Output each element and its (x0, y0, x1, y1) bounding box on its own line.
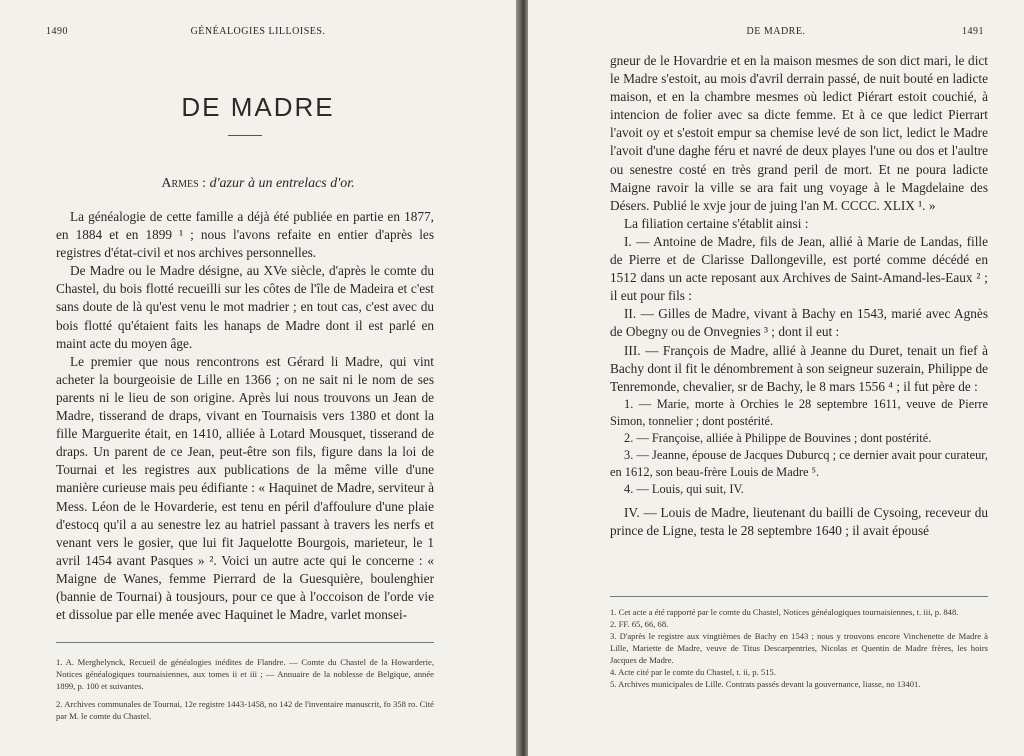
child-3: 3. — Jeanne, épouse de Jacques Duburcq ; ce dernier avait pour curateur, en 1612, son beau-frère Louis de Madre ⁵. (610, 447, 988, 479)
child-2: 2. — Françoise, alliée à Philippe de Bouvines ; dont postérité. (624, 430, 932, 445)
page-title: DE MADRE (181, 92, 335, 122)
left-footnote-rule (56, 642, 434, 643)
generation-2: II. — Gilles de Madre, vivant à Bachy en 1543, marié avec Agnès de Obegny ou de Onvegnies ³ ; dont il eut : (610, 306, 988, 340)
right-footnote-2: 2. FF. 65, 66, 68. (610, 619, 669, 629)
generation-4: IV. — Louis de Madre, lieutenant du bailli de Cysoing, receveur du prince de Ligne, testa le 28 septembre 1640 ; il avait épousé (610, 504, 988, 538)
armes-text: d'azur à un entrelacs d'or. (209, 176, 355, 191)
left-page-number: 1490 (46, 26, 68, 37)
generation-3: III. — François de Madre, allié à Jeanne du Duret, tenait un fief à Bachy dont il fit le dénombrement à son seigneur suzerain, Philippe de Tenremonde, chevalier, sr de Bachy, le 8 mars 1556 ⁴ ; il fut père de : (610, 342, 988, 394)
paragraph-3: Le premier que nous rencontrons est Gérard li Madre, qui vint acheter la bourgeoisie de Lille en 1366 ; on ne sait ni le nom de ses parents ni le lieu de son origine. Après lui nous trouvons un Jean de Madre, tisserand de draps, vivant en Tournaisis vers 1380 et dont la fille Marguerite était, en 1410, alliée à Lotard Mousquet, tisserand de draps. Un parent de ce Jean, peut-être son fils, figure dans la loi de Tournai et les registres aux publications de la même ville d'une manière curieuse mais peu édifiante : « Haquinet de Madre, serviteur à Mess. Léon de le Hovarderie, est tenu en péril d'affoulure d'une plaie d'estocq qu'il a au senestre lez au hatriel passant à travers les nerfs et venant vers le gosier, que lui fit Jaquelotte Bourgois, marieteur, le 1 avril 1454 avant Pasques » ². Voici un autre acte qui le concerne : « Maigne de Wanes, femme Pierrard de la Guesquière, boulenghier (bannie de Tournai) à tousjours, pour ce que à l'occoison de l'orde vie et dissolue par elle menée avec Haquinet le Madre, varlet monsei- (56, 353, 434, 623)
right-footnote-1: 1. Cet acte a été rapporté par le comte du Chastel, Notices généalogiques tournaisiennes, t. iii, p. 848. (610, 607, 959, 617)
armes-line (0, 176, 516, 192)
paragraph-continuation: gneur de le Hovardrie et en la maison mesmes de son dict mari, le dict le Madre s'estoit, au mois d'avril derrain passé, de nuit bouté en ladicte maison, et en la chambre mesmes où ledict Piérart estoit couchié, à intencion de folier avec sa dicte femme. Et à ce que ledict Pierrart l'avoit oy et s'estoit empur sa chemise levé de son lict, ledict le Madre l'avoit d'une daghe féru et navré de deux playes l'une ou dos et l'aultre ou senestre costé en très grand peril de mort. Et ne poura ladicte Maigne ravoir la ville se ara fait ung voyage à le Magdelaine des Désers. Publié le xvje jour de juing l'an M. CCCC. XLIX ¹. » (610, 53, 988, 213)
right-body (610, 52, 988, 540)
right-page-number: 1491 (962, 26, 984, 37)
left-body (56, 208, 434, 624)
title-rule (228, 135, 262, 136)
paragraph-1: La généalogie de cette famille a déjà été publiée en partie en 1877, en 1884 et en 1899 ¹ ; nous l'avons refaite en entier d'après les registres d'état-civil et nos archives personnelles. (56, 209, 434, 261)
right-footnote-3: 3. D'après le registre aux vingtièmes de Bachy en 1543 ; nous y trouvons encore Vinchenette de Madre à Lille, Mariette de Madre, veuve de Titus Descarpentries, Nicolas et Quentin de Madre frères, les hoirs Jacques de Madre. (610, 631, 988, 665)
filiation-intro: La filiation certaine s'établit ainsi : (624, 215, 809, 231)
child-1: 1. — Marie, morte à Orchies le 28 septembre 1611, veuve de Pierre Simon, tonnelier ; dont postérité. (610, 396, 988, 428)
right-footnotes (610, 606, 988, 690)
left-footnote-1: 1. A. Merghelynck, Recueil de généalogies inédites de Flandre. — Comte du Chastel de la Howarderie, Notices généalogiques tournaisiennes, aux tomes ii et iii ; — Annuaire de la noblesse de Belgique, année 1899, p. 100 et suivantes. (56, 657, 434, 691)
right-running-head: DE MADRE. (746, 26, 806, 37)
book-gutter (516, 0, 528, 756)
right-footnote-4: 4. Acte cité par le comte du Chastel, t. ii, p. 515. (610, 667, 776, 677)
right-page (528, 0, 1024, 756)
children-list (610, 396, 988, 498)
generation-1: I. — Antoine de Madre, fils de Jean, allié à Marie de Landas, fille de Pierre et de Clarisse Dallongeville, est porté comme décédé en 1512 dans un acte reposant aux Archives de Saint-Amand-les-Eaux ² ; il eut pour fils : (610, 233, 988, 304)
paragraph-2: De Madre ou le Madre désigne, au XVe siècle, d'après le comte du Chastel, du bois flotté recueilli sur les côtes de l'île de Madeira et c'est sans doute de là qu'est venu le mot madrier ; en tout cas, c'est avec du bois flotté qu'étaient faits les hanaps de Madre dont il est parlé en maint acte du moyen âge. (56, 263, 434, 351)
right-footnote-5: 5. Archives municipales de Lille. Contrats passés devant la gouvernance, liasse, no 13401. (610, 679, 921, 689)
armes-label: Armes : (161, 176, 207, 191)
child-4: 4. — Louis, qui suit, IV. (624, 481, 744, 496)
left-footnote-2: 2. Archives communales de Tournai, 12e registre 1443-1458, no 142 de l'inventaire manuscrit, fo 358 ro. Cité par M. le comte du Chastel. (56, 699, 434, 721)
left-footnotes (56, 656, 434, 722)
left-running-head: GÉNÉALOGIES LILLOISES. (190, 26, 326, 37)
right-footnote-rule (610, 596, 988, 597)
